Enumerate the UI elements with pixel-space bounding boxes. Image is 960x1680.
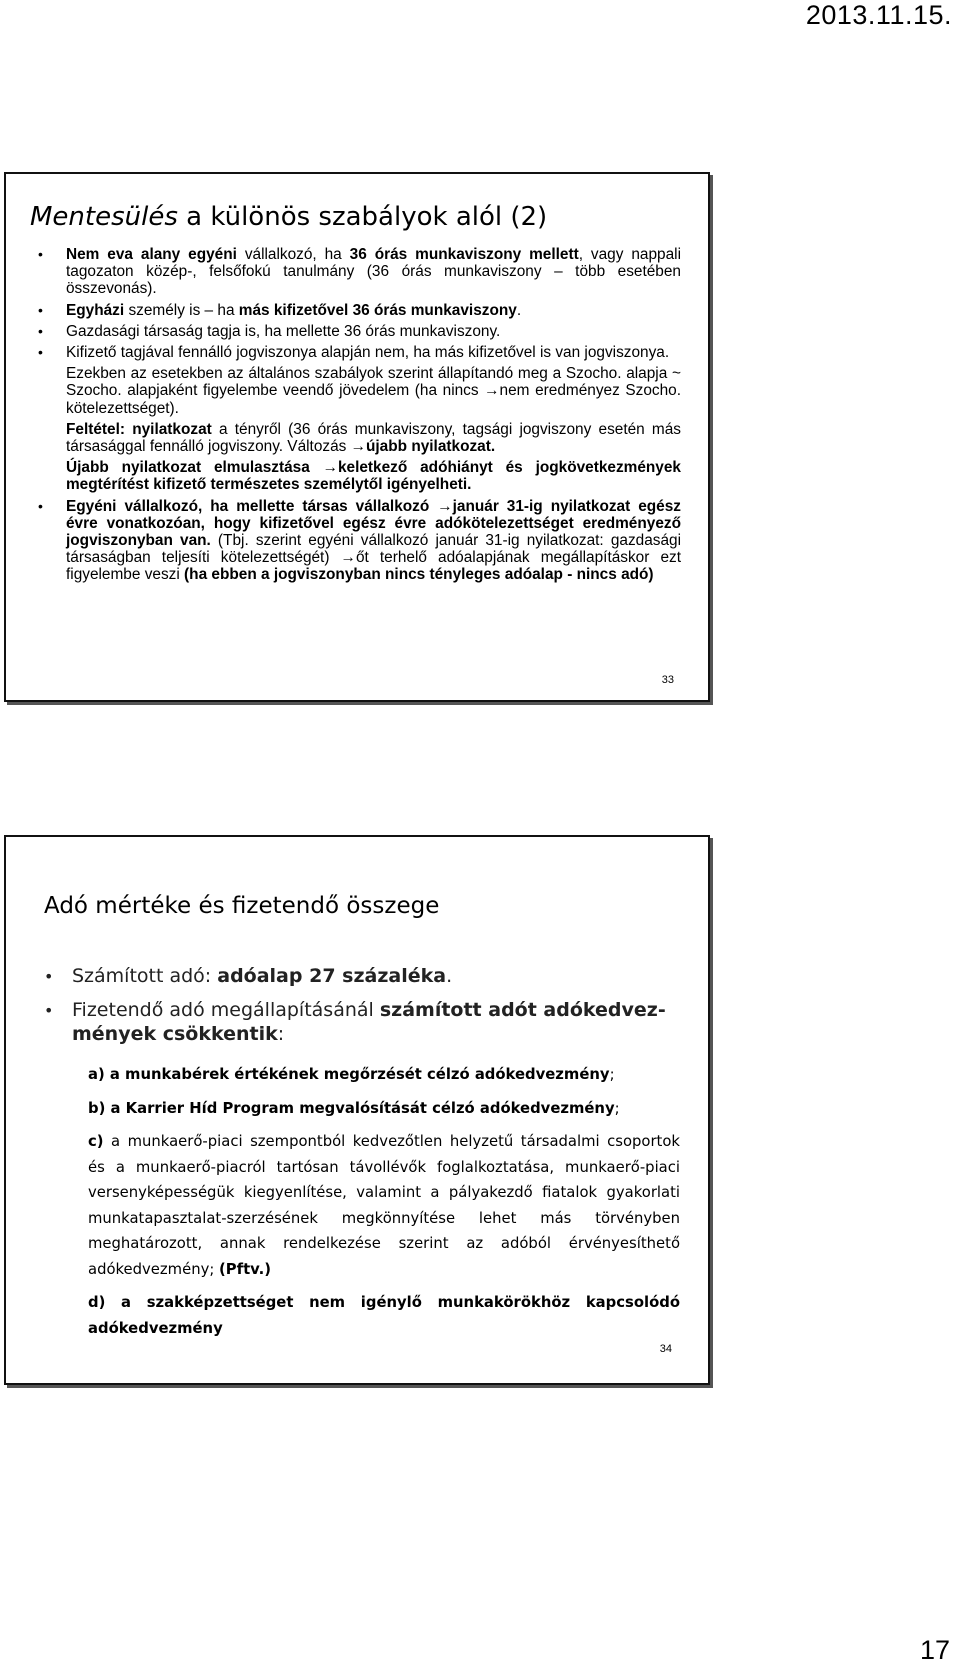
sub-list [88,1062,680,1349]
text: Gazdasági társaság tagja is, ha mellette 36 órás munkaviszony. [66,322,501,340]
text-bold: d) a szakképzettséget nem igénylő munkakörökhöz kapcsolódó adókedvezmény [88,1294,680,1337]
text: . [446,965,453,987]
text-bold: más kifizetővel 36 órás munkaviszony [238,301,517,319]
text-bold: 36 órás munkaviszony mellett [349,246,579,263]
list-item [42,998,682,1046]
text: vállalkozó, ha [236,246,350,263]
slide-number: 33 [661,674,674,686]
page-number: 17 [919,1635,950,1665]
slide-bullets [42,964,682,1046]
list-item [36,302,681,319]
sub-item-c [88,1129,680,1282]
text-bold: adóalap 27 százaléka [217,965,447,987]
title-rest: a különös szabályok alól (2) [177,202,548,232]
title-emphasis: Mentesülés [30,202,178,232]
text-bold: b) a Karrier Híd Program megvalósítását célzó adókedvezmény [88,1099,615,1117]
slide-number: 34 [659,1343,672,1355]
slide-title: Adó mértéke és fizetendő összege [44,893,440,919]
text: ; [609,1066,615,1083]
text: , vagy nappali tagozaton közép-, felsőfokú tanulmány (36 órás munkaviszony – több esetében összevonás). [66,246,681,298]
bullet-icon: • [44,967,54,986]
page-date: 2013.11.15. [805,0,952,30]
bullet-icon: • [38,301,43,318]
bullet-icon: • [38,246,43,262]
text: Ezekben az esetekben az általános szabályok szerint állapítandó meg a Szocho. alapja ~ Szocho. alapjaként figyelembe veendő jövedelem (ha nincs →nem eredményez Szocho. kötelezettséget). [66,365,681,417]
sub-item-b [88,1096,680,1122]
slide-title [30,202,547,232]
paragraph [36,421,681,455]
sub-item-d [88,1290,680,1341]
text-bold: Nem eva alany egyéni [66,246,237,263]
text-bold: c) [88,1133,104,1150]
bullet-icon: • [38,322,43,339]
list-item [36,323,681,340]
list-item [42,964,682,988]
text: Fizetendő adó megállapításánál [72,999,380,1021]
text-bold: Egyházi [66,301,125,319]
text: (Tbj. szerint egyéni vállalkozó január 31-ig nyilatkozat: gazdasági társaságban teljesíti kötelezettségét) →őt terhelő adóalapjának megállapításkor ezt figyelembe veszi [66,532,681,584]
text-bold: Feltétel: nyilatkozat [66,420,212,438]
bullet-icon: • [38,344,43,361]
text: ; [614,1099,620,1117]
text-bold: Egyéni vállalkozó, ha mellette társas vállalkozó →január 31-ig nyilatkozat egész évre vonatkozóan, hogy kifizetővel egész évre adókötelezettséget eredményező jogviszonyban van. [66,497,681,550]
text-bold: (Pftv.) [219,1260,271,1278]
slide-33 [4,172,710,702]
slide-34 [4,835,710,1385]
text-bold: →újabb nyilatkozat. [350,438,496,456]
paragraph [36,365,681,417]
text: Kifizető tagjával fennálló jogviszonya alapján nem, ha más kifizetővel is van jogviszonya. [66,344,670,362]
bullet-icon: • [44,1001,54,1020]
list-item [36,246,681,298]
list-item [36,344,681,361]
text: Számított adó: [72,965,218,987]
text-bold: számított adót adókedvez-mények csökkentik [72,999,666,1045]
list-item [36,498,681,584]
paragraph [36,459,681,493]
text: személy is – ha [124,301,239,319]
text: a tényről (36 órás munkaviszony, tagsági jogviszony esetén más társasággal fennálló jogviszony. Változás [66,420,682,456]
text: : [277,1023,285,1045]
text-bold: Újabb nyilatkozat elmulasztása →keletkező adóhiányt és jogkövetkezmények megtérítést kifizető természetes személytől igényelheti. [66,459,681,494]
slide-body [36,246,681,584]
text-bold: (ha ebben a jogviszonyban nincs tényleges adóalap - nincs adó) [184,566,654,584]
text-bold: a) a munkabérek értékének megőrzését célzó adókedvezmény [88,1066,610,1083]
bullet-icon: • [38,497,43,514]
text: . [516,301,522,319]
text: a munkaerő-piaci szempontból kedvezőtlen helyzetű társadalmi csoportok és a munkaerő-piacról tartósan távollévők foglalkoztatása, munkaerő-piaci versenyképességük kiegyenlítése, valamint a pályakezdő fiatalok gyakorlati munkatapasztalat-szerzésének megkönnyítése lehet más törvényben meghatározott, annak rendelkezése szerint az adóból érvényesíthető adókedvezmény; [88,1133,680,1278]
sub-item-a [88,1062,680,1088]
